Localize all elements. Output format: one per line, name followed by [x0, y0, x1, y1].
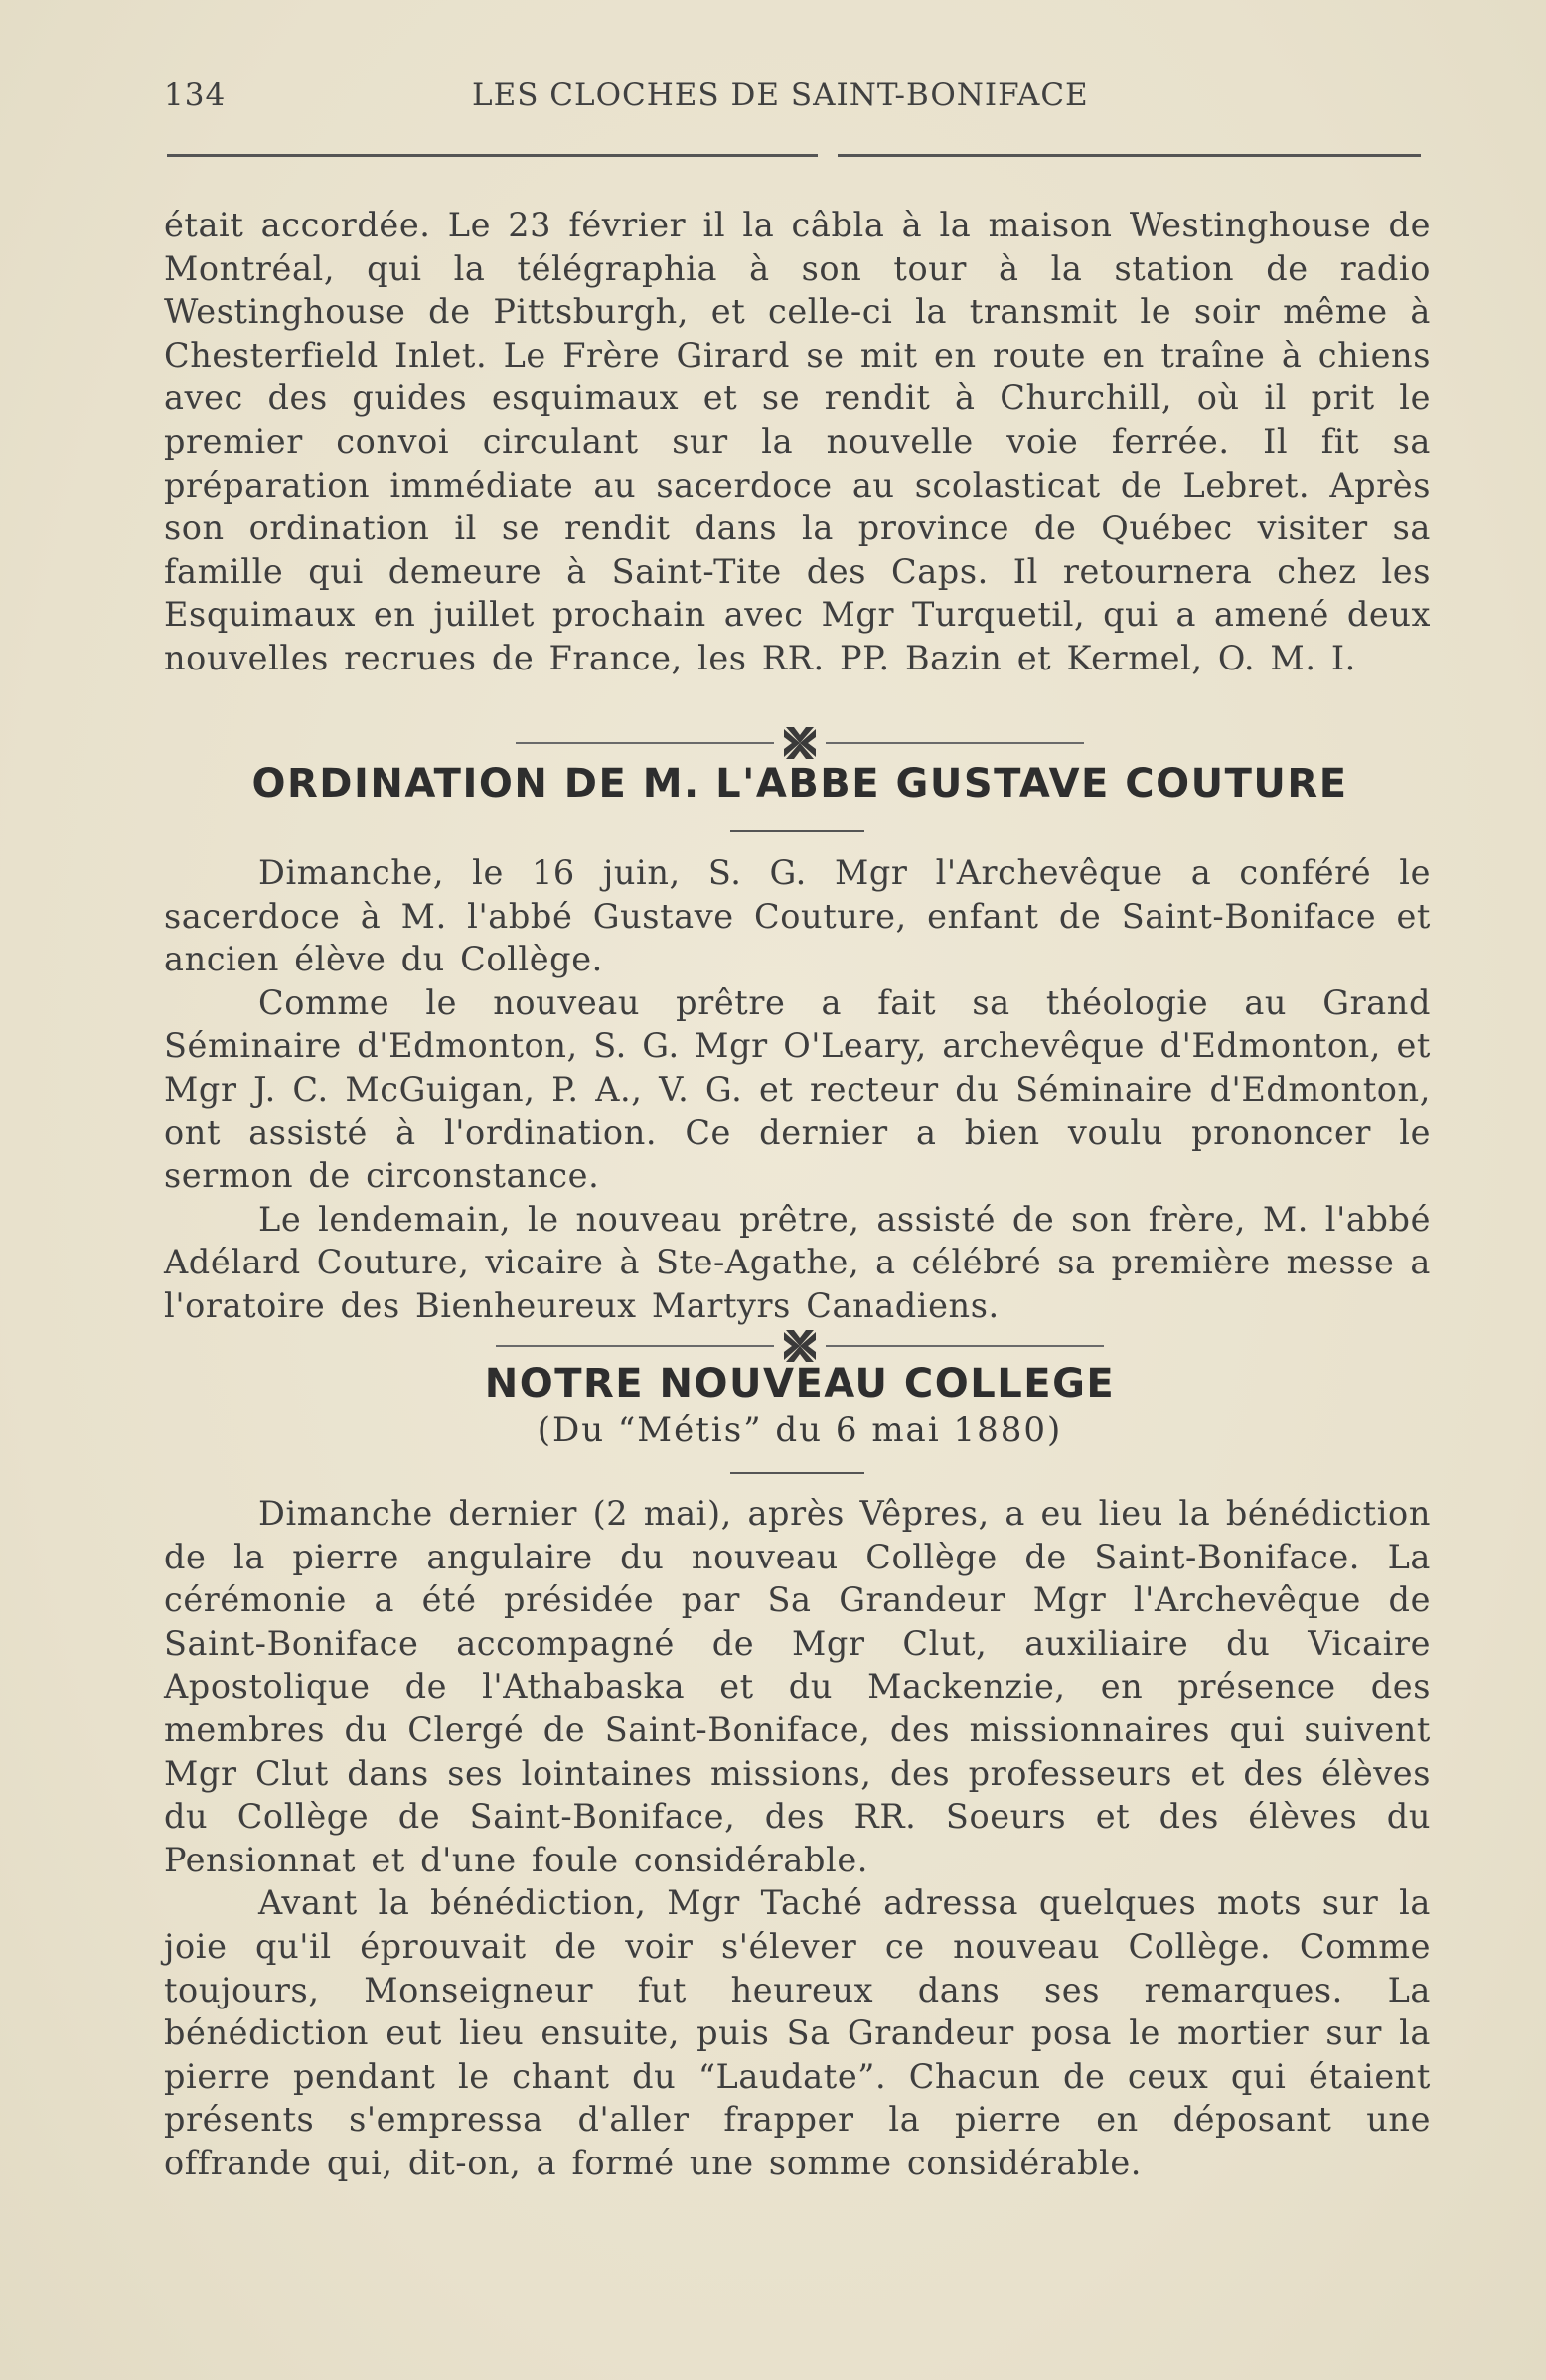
title-underline — [730, 1472, 864, 1474]
section1-text — [164, 851, 1431, 1328]
section-title-college: NOTRE NOUVEAU COLLEGE — [484, 1361, 1116, 1407]
section-title-ordination: ORDINATION DE M. L'ABBE GUSTAVE COUTURE — [251, 761, 1348, 807]
intro-paragraph: était accordée. Le 23 février il la câbla à la maison Westinghouse de Montréal, qui la télégraphia à son tour à la station de radio Westinghouse de Pittsburgh, et celle-ci la transmit le soir même à Chesterfield Inlet. Le Frère Girard se mit en route en traîne à chiens avec des guides esquimaux et se rendit à Churchill, où il prit le premier convoi circulant sur la nouvelle voie ferrée. Il fit sa préparation immédiate au sacerdoce au scolasticat de Lebret. Après son ordination il se rendit dans la province de Québec visiter sa famille qui demeure à Saint-Tite des Caps. Il retournera chez les Esquimaux en juillet prochain avec Mgr Turquetil, qui a amené deux nouvelles recrues de France, les RR. PP. Bazin et Kermel, O. M. I. — [164, 206, 1431, 677]
section2-text — [164, 1492, 1431, 2185]
divider-line — [826, 742, 1084, 744]
page-header — [164, 77, 1421, 129]
section2-paragraph: Avant la bénédiction, Mgr Taché adressa quelques mots sur la joie qu'il éprouvait de voir s'élever ce nouveau Collège. Comme toujours, Monseigneur fut heureux dans ses remarques. La bénédiction eut lieu ensuite, puis Sa Grandeur posa le mortier sur la pierre pendant le chant du “Laudate”. Chacun de ceux qui étaient présents s'empressa d'aller frapper la pierre en déposant une offrande qui, dit-on, a formé une somme considérable. — [164, 1883, 1431, 2182]
section-divider-2 — [477, 1326, 1123, 1366]
maltese-cross-icon — [780, 1326, 820, 1366]
header-rule-left — [167, 154, 818, 157]
section-divider-1 — [492, 723, 1108, 763]
maltese-cross-icon — [780, 723, 820, 763]
section1-paragraph: Le lendemain, le nouveau prêtre, assisté de son frère, M. l'abbé Adélard Couture, vicaire à Ste-Agathe, a célébré sa première messe a l'oratoire des Bienheureux Martyrs Canadiens. — [164, 1199, 1431, 1325]
intro-text — [164, 204, 1431, 680]
section1-paragraph: Dimanche, le 16 juin, S. G. Mgr l'Archevêque a conféré le sacerdoce à M. l'abbé Gustave Couture, enfant de Saint-Boniface et ancien élève du Collège. — [164, 853, 1431, 979]
divider-line — [826, 1345, 1104, 1347]
section1-paragraph: Comme le nouveau prêtre a fait sa théologie au Grand Séminaire d'Edmonton, S. G. Mgr O'Leary, archevêque d'Edmonton, et Mgr J. C. McGuigan, P. A., V. G. et recteur du Séminaire d'Edmonton, ont assisté à l'ordination. Ce dernier a bien voulu prononcer le sermon de circonstance. — [164, 982, 1431, 1196]
divider-line — [516, 742, 774, 744]
title-underline — [730, 830, 864, 832]
divider-line — [496, 1345, 774, 1347]
section-subtitle-college: (Du “Métis” du 6 mai 1880) — [537, 1411, 1063, 1450]
header-rule-right — [838, 154, 1421, 157]
running-title: LES CLOCHES DE SAINT-BONIFACE — [472, 77, 1089, 113]
section2-paragraph: Dimanche dernier (2 mai), après Vêpres, a eu lieu la bénédiction de la pierre angulaire du nouveau Collège de Saint-Boniface. La cérémonie a été présidée par Sa Grandeur Mgr l'Archevêque de Saint-Boniface accompagné de Mgr Clut, auxiliaire du Vicaire Apostolique de l'Athabaska et du Mackenzie, en présence des membres du Clergé de Saint-Boniface, des missionnaires qui suivent Mgr Clut dans ses lointaines missions, des professeurs et des élèves du Collège de Saint-Boniface, des RR. Soeurs et des élèves du Pensionnat et d'une foule considérable. — [164, 1494, 1431, 1879]
page-number: 134 — [164, 77, 227, 113]
